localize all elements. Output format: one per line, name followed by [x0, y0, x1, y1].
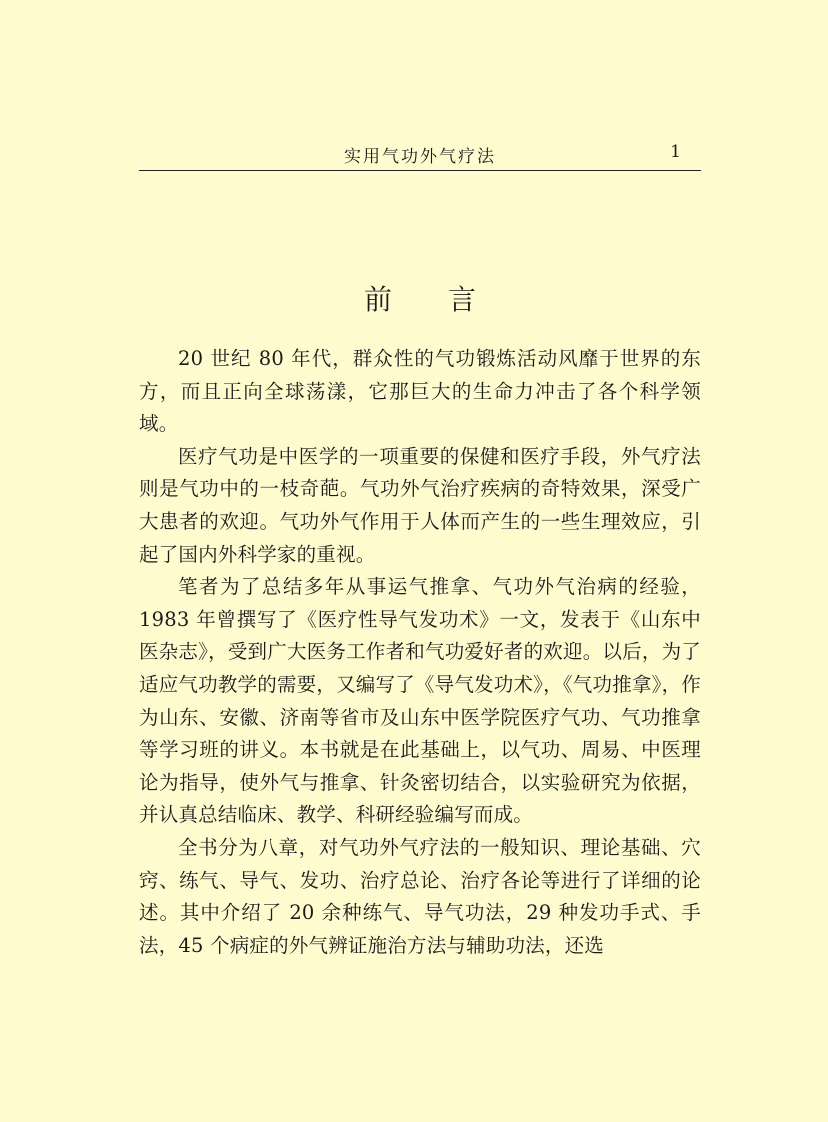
running-header	[139, 140, 701, 171]
paragraph: 医疗气功是中医学的一项重要的保健和医疗手段，外气疗法则是气功中的一枝奇葩。气功外气治疗疾病的奇特效果，深受广大患者的欢迎。气功外气作用于人体而产生的一些生理效应，引起了国内外科学家的重视。	[139, 444, 701, 566]
running-header-title: 实用气功外气疗法	[344, 147, 496, 167]
chapter-title-char-1: 前	[363, 283, 392, 316]
paragraph: 全书分为八章，对气功外气疗法的一般知识、理论基础、穴窍、练气、导气、发功、治疗总论、治疗各论等进行了详细的论述。其中介绍了 20 余种练气、导气功法，29 种发功手式、手法，45 个病症的外气辨证施治方法与辅助功法，还选	[139, 835, 701, 957]
paragraph: 笔者为了总结多年从事运气推拿、气功外气治病的经验，1983 年曾撰写了《医疗性导气发功术》一文，发表于《山东中医杂志》，受到广大医务工作者和气功爱好者的欢迎。以后，为了适应气功教学的需要，又编写了《导气发功术》，《气功推拿》，作为山东、安徽、济南等省市及山东中医学院医疗气功、气功推拿等学习班的讲义。本书就是在此基础上，以气功、周易、中医理论为指导，使外气与推拿、针灸密切结合，以实验研究为依据，并认真总结临床、教学、科研经验编写而成。	[139, 575, 701, 827]
chapter-title-char-2: 言	[448, 283, 477, 316]
paragraph: 20 世纪 80 年代，群众性的气功锻炼活动风靡于世界的东方，而且正向全球荡漾，它那巨大的生命力冲击了各个科学领域。	[139, 347, 701, 436]
page-number: 1	[670, 142, 681, 162]
chapter-title	[139, 280, 701, 320]
body-text	[139, 343, 701, 962]
